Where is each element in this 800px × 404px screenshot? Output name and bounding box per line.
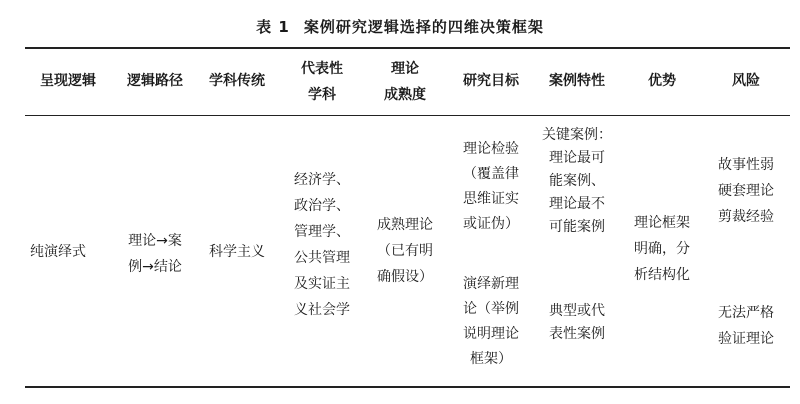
cell-path: 理论→案 例→结论 [128,233,182,275]
header-tradition: 学科传统 [209,73,265,89]
cell-logic: 纯演绎式 [30,244,86,260]
header-disciplines: 代表性 学科 [301,61,343,103]
cell-goal-deduce: 演绎新理 论（举例 说明理论 框架） [463,276,519,367]
cell-maturity: 成熟理论 （已有明 确假设） [377,217,433,285]
cell-disciplines: 经济学、 政治学、 管理学、 公共管理 及实证主 义社会学 [294,172,350,318]
header-rule [25,115,790,116]
header-risk: 风险 [732,73,760,89]
header-case: 案例特性 [549,73,605,89]
cell-risk-story: 故事性弱 硬套理论 剪裁经验 [718,157,774,225]
cell-goal-test: 理论检验 （覆盖律 思维证实 或证伪） [463,141,519,232]
cell-tradition: 科学主义 [209,244,265,260]
cell-risk-verify: 无法严格 验证理论 [718,305,774,347]
table-caption [0,16,800,37]
table-title: 案例研究逻辑选择的四维决策框架 [303,18,544,36]
cell-case-typical: 典型或代 表性案例 [549,303,605,342]
cell-case-critical: 关键案例： 理论最可 能案例、 理论最不 可能案例 [542,127,612,235]
table-number: 表 1 [256,18,290,36]
header-advantage: 优势 [648,73,676,89]
header-maturity: 理论 成熟度 [384,61,426,103]
cell-advantage: 理论框架 明确，分 析结构化 [634,215,690,283]
header-logic: 呈现逻辑 [40,73,96,89]
header-path: 逻辑路径 [127,73,183,89]
top-rule [25,47,790,49]
header-goal: 研究目标 [463,73,519,89]
bottom-rule [25,386,790,388]
